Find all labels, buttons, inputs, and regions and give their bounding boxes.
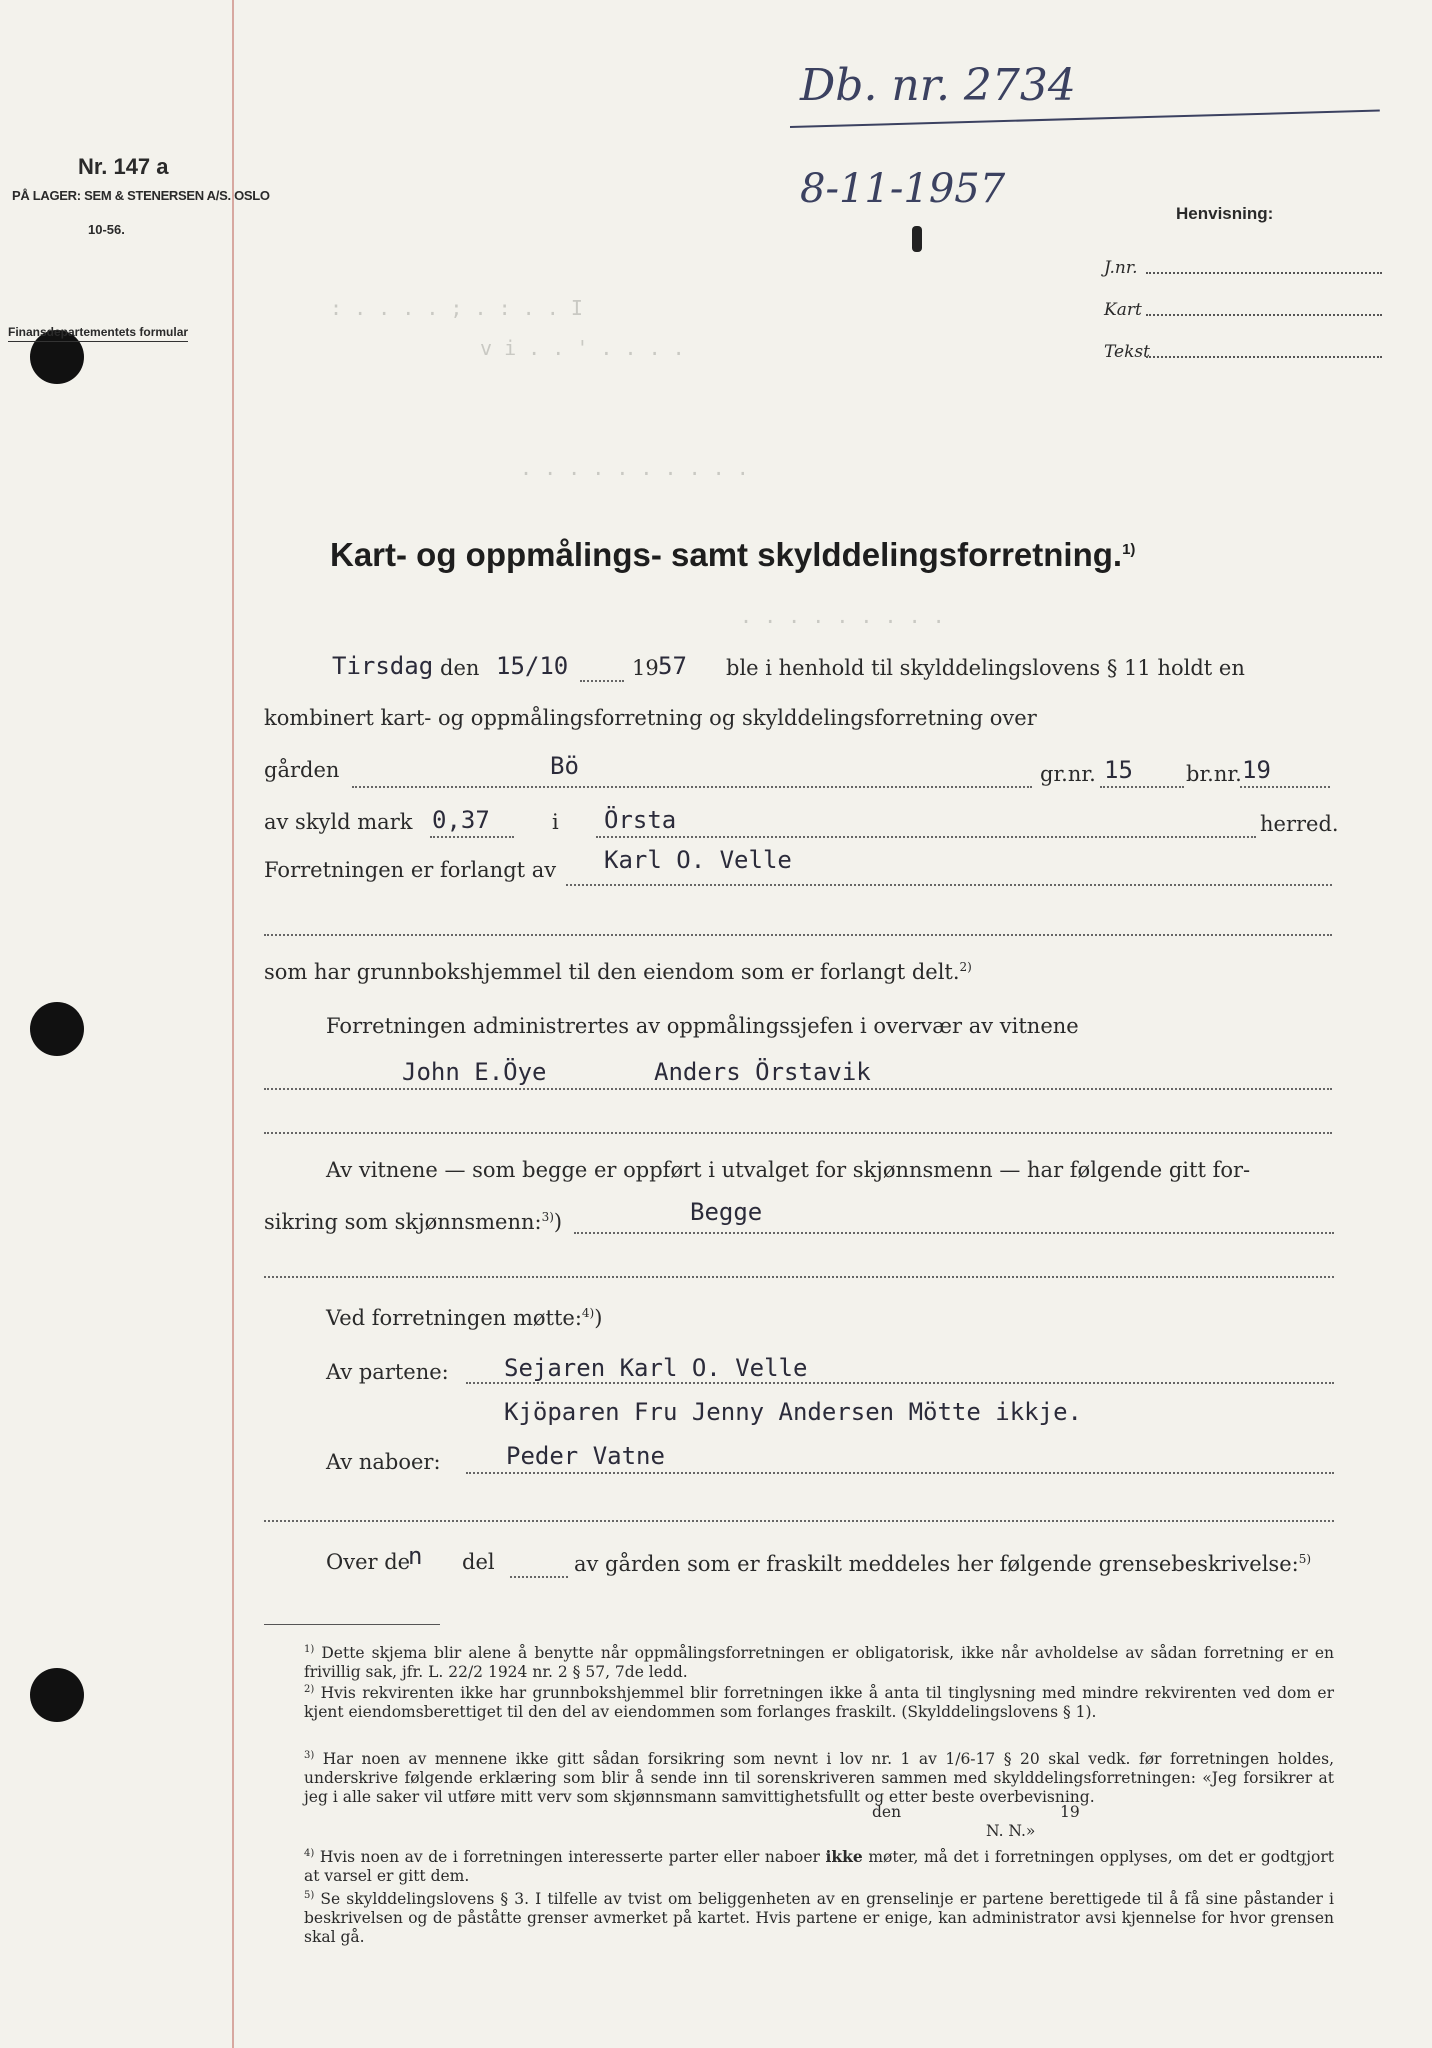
witness-text-2: sikring som skjønnsmenn:$^{3)}$) [264, 1210, 563, 1234]
neighbours-dots [466, 1472, 1334, 1474]
skyld-dots [430, 836, 514, 838]
over-label: Over de [326, 1550, 411, 1574]
requested-label: Forretningen er forlangt av [264, 858, 557, 882]
day-value: Tirsdag [332, 652, 434, 680]
attended-label: Ved forretningen møtte:$^{4)}$) [326, 1306, 603, 1330]
footnote-3-year: 19 [1060, 1803, 1080, 1821]
skyld-label: av skyld mark [264, 810, 413, 834]
grnr-dots [1100, 786, 1184, 788]
year-prefix: 19 [632, 656, 659, 680]
stamp-underline [790, 110, 1380, 128]
printer-line: PÅ LAGER: SEM & STENERSEN A/S. OSLO [12, 188, 270, 203]
over-value: n [408, 1542, 423, 1570]
punch-hole-middle [30, 1002, 84, 1056]
i-label: i [552, 810, 559, 834]
document-date-stamp: 8-11-1957 [800, 166, 1006, 212]
brnr-label: br.nr. [1186, 762, 1242, 786]
footnote-3-signature: N. N.» [986, 1822, 1036, 1840]
date-dots [580, 680, 624, 682]
den-label: den [440, 656, 480, 680]
document-number-stamp: Db. nr. 2734 [800, 60, 1076, 111]
footnote-3: $^{3)}$ Har noen av mennene ikke gitt sådan forsikring som nevnt i lov nr. 1 av 1/6-17 § 20 skal vedk. før forretningen holdes, underskrive følgende erklæring som blir å sende inn til sorenskriveren sammen med skylddelingsforretningen: «Jeg forsikrer at jeg i alle saker vil utføre mitt verv som skjønnsmann samvittighetsfullt og etter beste overbevisning. [304, 1750, 1334, 1807]
farm-value: Bö [550, 752, 579, 780]
grnr-value: 15 [1104, 756, 1133, 784]
bleed-through-3: . . . . . . . . . . [520, 456, 749, 480]
parties-line-1: Sejaren Karl O. Velle [504, 1354, 808, 1382]
ref-kart: Kart [1104, 300, 1142, 320]
requested-dots [566, 884, 1332, 886]
ink-blot [912, 226, 922, 252]
footnote-rule [264, 1624, 440, 1625]
witness-1: John E.Öye [402, 1058, 547, 1086]
day-row [332, 652, 433, 680]
grnr-label: gr.nr. [1040, 762, 1096, 786]
skjonnsmenn-dots-2 [264, 1276, 1334, 1278]
witness-2: Anders Örstavik [654, 1058, 871, 1086]
page-title: Kart- og oppmålings- samt skylddelingsforretning.$^{1)}$ [330, 536, 1136, 573]
margin-line [232, 0, 234, 2048]
parties-label: Av partene: [326, 1360, 449, 1384]
municipality-value: Örsta [604, 806, 677, 834]
admin-text: Forretningen administrertes av oppmålingssjefen i overvær av vitnene [326, 1014, 1079, 1038]
municipality-dots [596, 836, 1256, 838]
department-label: Finansdepartementets formular [8, 325, 188, 342]
intro-rest: ble i henhold til skylddelingslovens § 11 holdt en [726, 656, 1245, 680]
del-label: del [462, 1550, 495, 1574]
farm-label: gården [264, 758, 340, 782]
neighbours-value: Peder Vatne [506, 1442, 665, 1470]
herred-label: herred. [1260, 812, 1339, 836]
date-value: 15/10 [496, 652, 569, 680]
requested-dots-2 [264, 934, 1332, 936]
farm-dots [352, 786, 1032, 788]
brnr-value: 19 [1242, 756, 1271, 784]
skjonnsmenn-dots [574, 1232, 1334, 1234]
reference-heading: Henvisning: [1176, 204, 1274, 223]
hjemmel-text: som har grunnbokshjemmel til den eiendom som er forlangt delt.$^{2)}$ [264, 960, 972, 984]
footnote-1: $^{1)}$ Dette skjema blir alene å benytte når oppmålingsforretningen er obligatorisk, ikke når avholdelse av sådan forretning er en frivillig sak, jfr. L. 22/2 1924 nr. 2 § 57, 7de ledd. [304, 1644, 1334, 1682]
neighbours-label: Av naboer: [326, 1450, 441, 1474]
skyld-value: 0,37 [432, 806, 490, 834]
punch-hole-bottom [30, 1668, 84, 1722]
over-rest: av gården som er fraskilt meddeles her følgende grensebeskrivelse:$^{5)}$ [574, 1552, 1312, 1576]
footnote-4: $^{4)}$ Hvis noen av de i forretningen interesserte parter eller naboer ikke møter, må det i forretningen opplyses, om det er godtgjort at varsel er gitt dem. [304, 1847, 1334, 1886]
bleed-through-1: : . . . . ; . : . . I [330, 296, 583, 320]
parties-dots [466, 1382, 1334, 1384]
year-value: 57 [658, 652, 687, 680]
neighbours-dots-2 [264, 1520, 1334, 1522]
bleed-through-2: v i . . ' . . . . [480, 336, 685, 360]
intro-line-2: kombinert kart- og oppmålingsforretning og skylddelingsforretning over [264, 706, 1037, 730]
witness-dots-2 [264, 1132, 1332, 1134]
print-date: 10-56. [88, 222, 125, 237]
footnote-3-den: den [872, 1803, 902, 1821]
skjonnsmenn-value: Begge [690, 1198, 763, 1226]
del-dots [510, 1576, 568, 1578]
brnr-dots [1240, 786, 1330, 788]
footnote-2: $^{2)}$ Hvis rekvirenten ikke har grunnbokshjemmel blir forretningen ikke å anta til tinglysning med mindre rekvirenten ved dom er kjent eiendomsberettiget til den del av eiendommen som forlanges fraskilt. (Skylddelingslovens § 1). [304, 1684, 1334, 1722]
bleed-through-4: . . . . . . . . . [740, 604, 945, 628]
ref-jnr: J.nr. [1104, 258, 1138, 278]
witness-dots [264, 1088, 1332, 1090]
footnote-5: $^{5)}$ Se skylddelingslovens § 3. I tilfelle av tvist om beliggenheten av en grenselinje er partene berettigede til å få sine påstander i beskrivelsen og de påståtte grenser avmerket på kartet. Hvis partene er enige, kan administrator avsi kjennelse for hvor grensen skal gå. [304, 1890, 1334, 1947]
form-number: Nr. 147 a [78, 154, 169, 179]
parties-line-2: Kjöparen Fru Jenny Andersen Mötte ikkje. [504, 1398, 1082, 1426]
ref-tekst: Tekst [1104, 342, 1150, 362]
witness-text-1: Av vitnene — som begge er oppført i utvalget for skjønnsmenn — har følgende gitt for- [326, 1158, 1251, 1182]
requested-value: Karl O. Velle [604, 846, 792, 874]
